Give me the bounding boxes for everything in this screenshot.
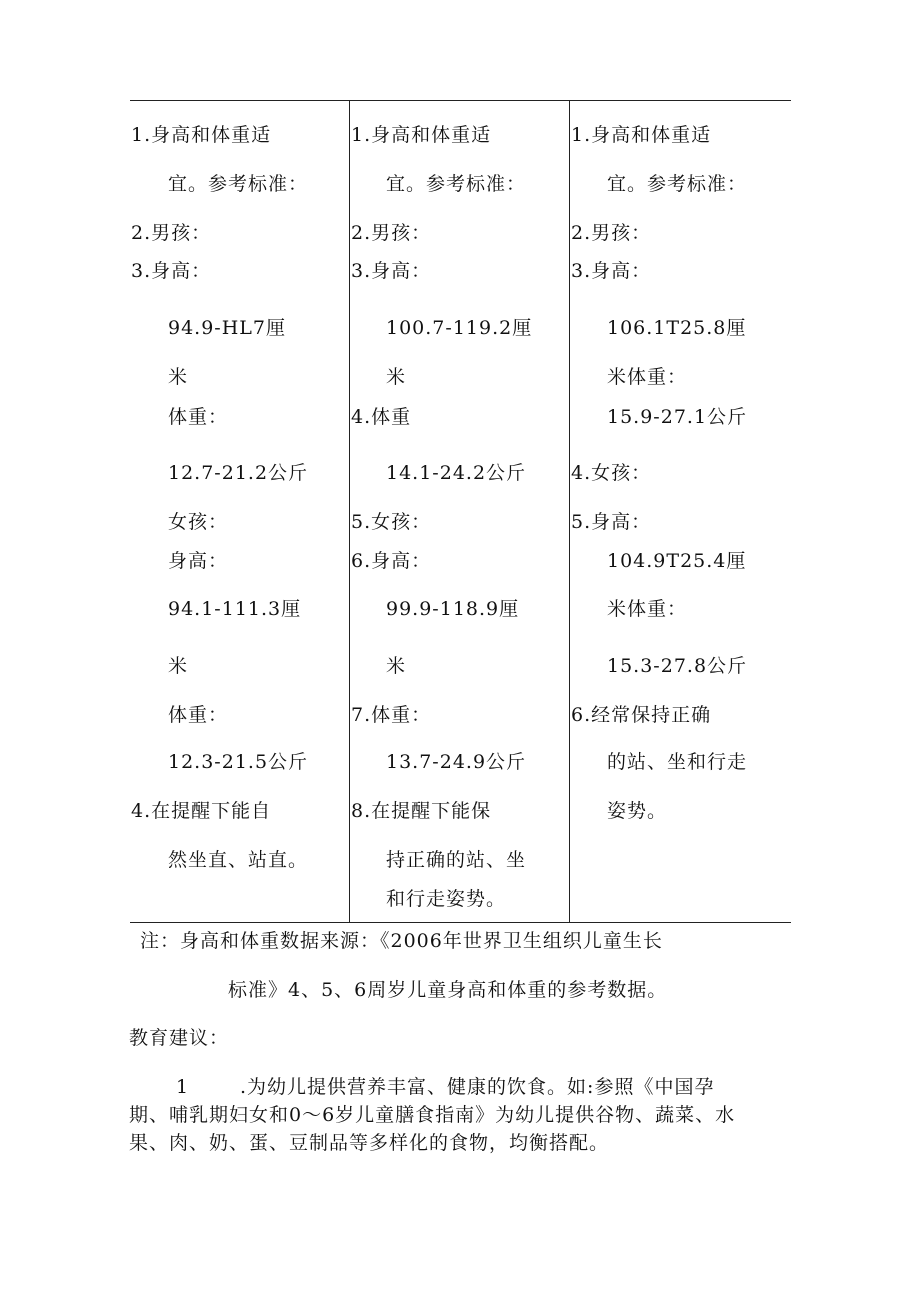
col1-line: 94.9-HL7厘	[168, 317, 286, 339]
col3-line: 宜。参考标准：	[607, 173, 748, 195]
advice-item-line-1: .为幼儿提供营养丰富、健康的饮食。如:参照《中国孕	[240, 1076, 715, 1098]
col2-line: 100.7-119.2厘	[386, 317, 533, 339]
col2-line: 2.男孩：	[351, 222, 432, 244]
col3-line: 3.身高：	[571, 260, 652, 282]
col3-line: 5.身高：	[571, 511, 652, 533]
col1-line: 米	[168, 366, 189, 388]
col3-line: 6.经常保持正确	[571, 704, 712, 726]
col3-line: 的站、坐和行走	[607, 751, 748, 773]
col2-line: 3.身高：	[351, 260, 432, 282]
col3-line: 2.男孩：	[571, 222, 652, 244]
col2-line: 6.身高：	[351, 550, 432, 572]
note-line-1: 注：身高和体重数据来源：《2006年世界卫生组织儿童生长	[140, 930, 663, 952]
col1-line: 12.7-21.2公斤	[168, 462, 309, 484]
advice-item-line-2: 期、哺乳期妇女和0～6岁儿童膳食指南》为幼儿提供谷物、蔬菜、水	[129, 1104, 736, 1126]
col2-line: 持正确的站、坐	[386, 849, 527, 871]
col1-line: 3.身高：	[131, 260, 212, 282]
col2-line: 米	[386, 366, 407, 388]
advice-heading: 教育建议：	[129, 1027, 230, 1049]
col2-line: 米	[386, 655, 407, 677]
col2-line: 13.7-24.9公斤	[386, 751, 527, 773]
col1-line: 94.1-111.3厘	[168, 598, 302, 620]
table-column-divider-2	[569, 100, 570, 923]
note-line-2: 标准》4、5、6周岁儿童身高和体重的参考数据。	[228, 979, 668, 1001]
col2-line: 宜。参考标准：	[386, 173, 527, 195]
col2-line: 99.9-118.9厘	[386, 598, 520, 620]
col2-line: 8.在提醒下能保	[351, 800, 492, 822]
col2-line: 5.女孩：	[351, 511, 432, 533]
col3-line: 姿势。	[607, 800, 668, 822]
col1-line: 体重：	[168, 704, 229, 726]
advice-item-line-3: 果、肉、奶、蛋、豆制品等多样化的食物，均衡搭配。	[129, 1132, 610, 1154]
col3-line: 米体重：	[607, 366, 688, 388]
table-top-rule	[130, 100, 791, 101]
advice-item-number: 1	[176, 1076, 190, 1098]
col2-line: 1.身高和体重适	[351, 124, 492, 146]
col2-line: 14.1-24.2公斤	[386, 462, 527, 484]
col3-line: 4.女孩：	[571, 462, 652, 484]
col3-line: 1.身高和体重适	[571, 124, 712, 146]
col3-line: 15.3-27.8公斤	[607, 655, 748, 677]
col1-line: 12.3-21.5公斤	[168, 751, 309, 773]
col3-line: 15.9-27.1公斤	[607, 406, 748, 428]
col1-line: 1.身高和体重适	[131, 124, 272, 146]
table-column-divider-1	[349, 100, 350, 923]
col2-line: 和行走姿势。	[386, 888, 507, 910]
col1-line: 4.在提醒下能自	[131, 800, 272, 822]
col1-line: 宜。参考标准：	[168, 173, 309, 195]
col1-line: 体重：	[168, 406, 229, 428]
col1-line: 2.男孩：	[131, 222, 212, 244]
col2-line: 7.体重：	[351, 704, 432, 726]
col1-line: 米	[168, 655, 189, 677]
col1-line: 女孩：	[168, 511, 229, 533]
col3-line: 104.9T25.4厘	[607, 550, 747, 572]
col2-line: 4.体重	[351, 406, 412, 428]
col1-line: 身高：	[168, 550, 229, 572]
col3-line: 106.1T25.8厘	[607, 317, 747, 339]
col3-line: 米体重：	[607, 598, 688, 620]
col1-line: 然坐直、站直。	[168, 849, 309, 871]
table-bottom-rule	[130, 922, 791, 923]
